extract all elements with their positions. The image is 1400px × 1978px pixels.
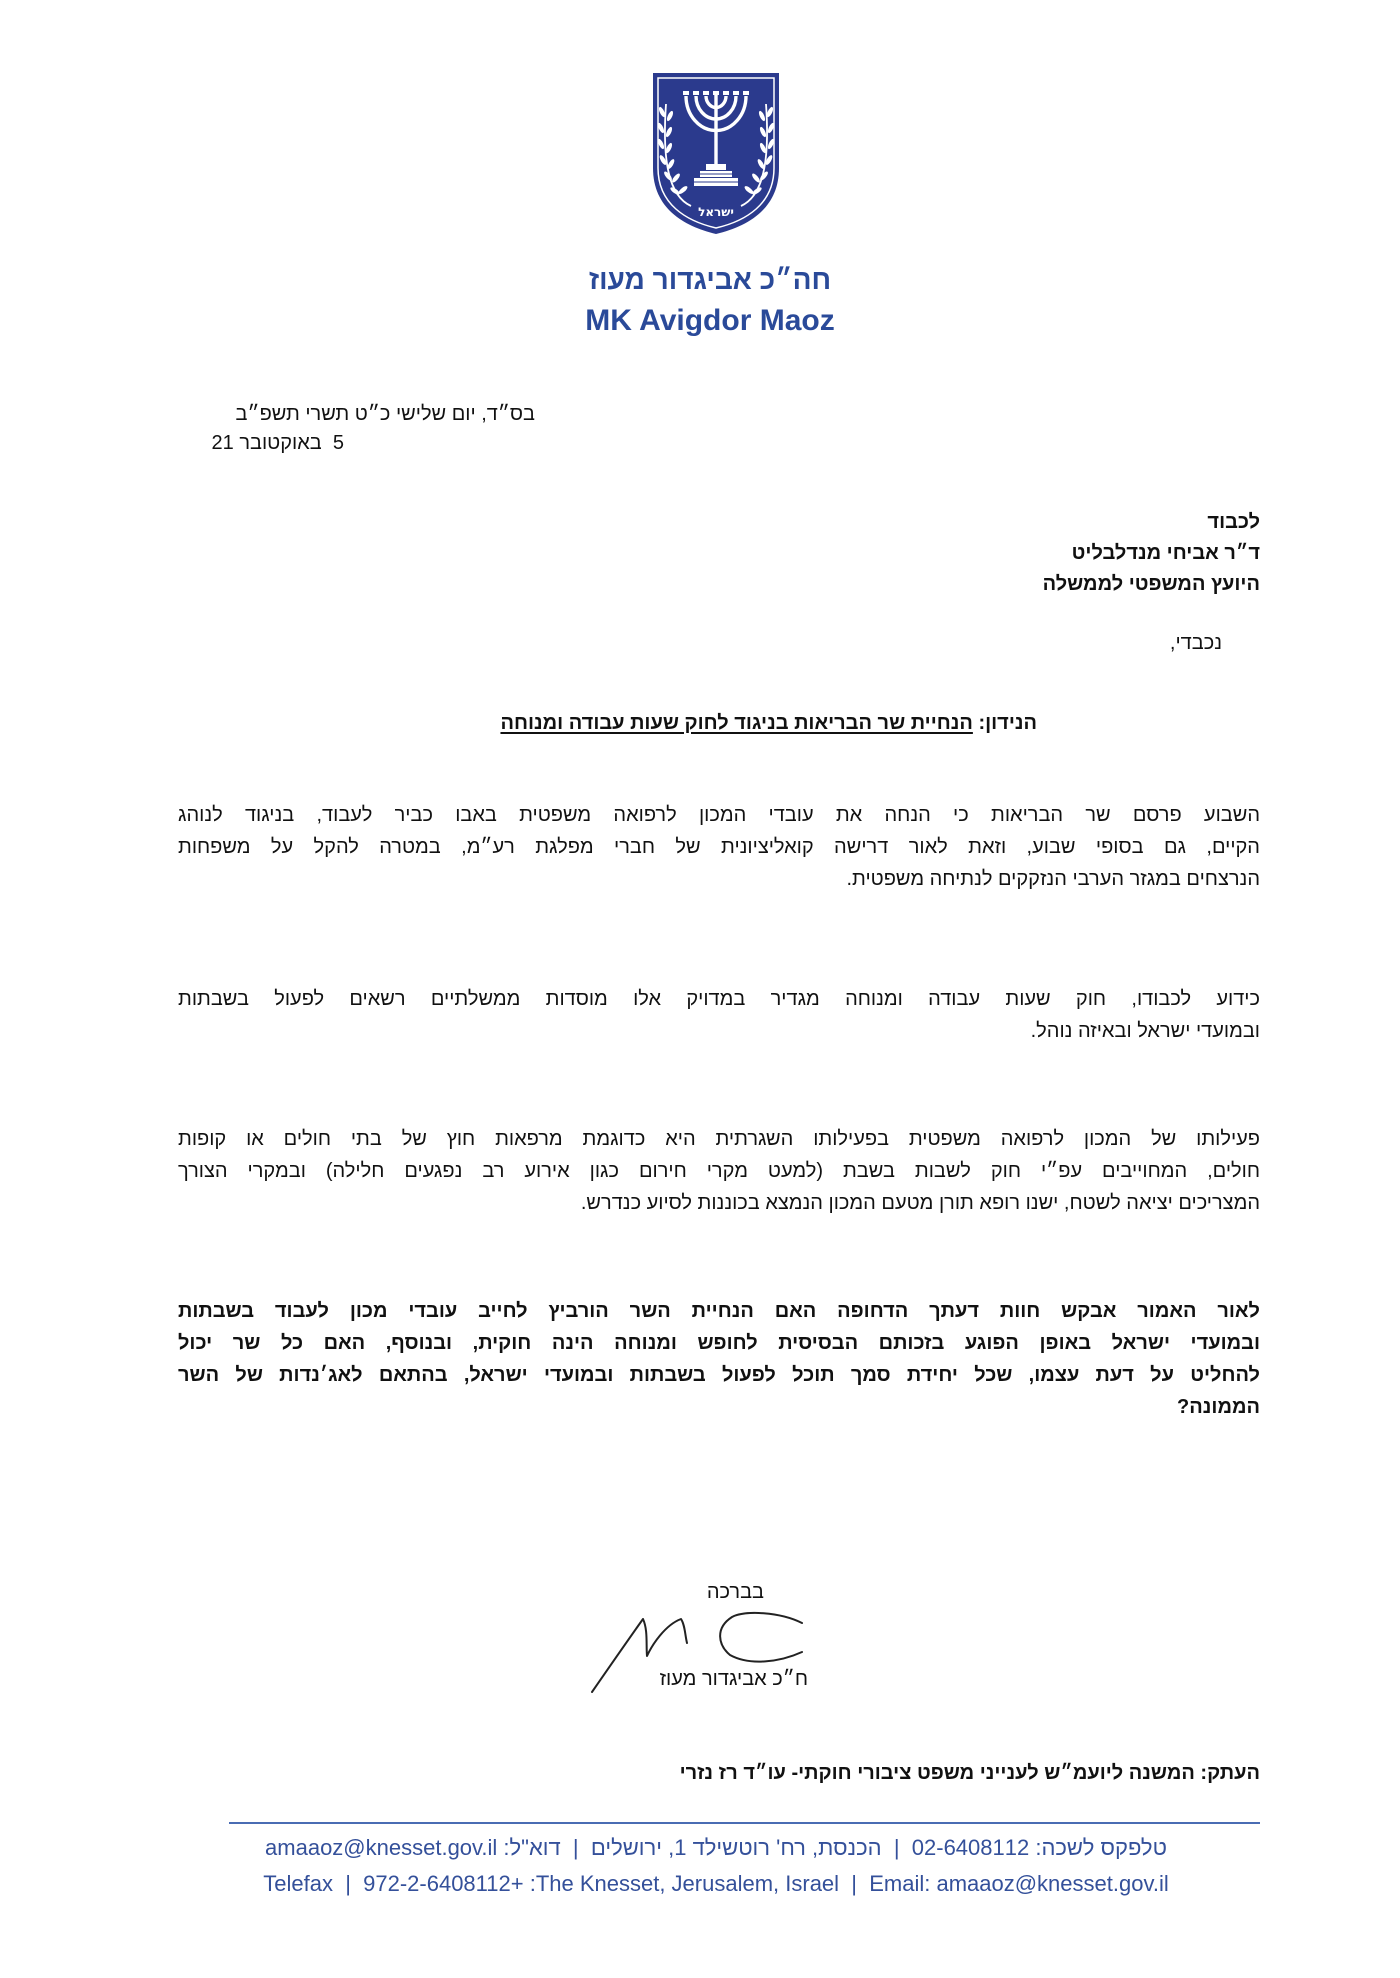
hebrew-date: בס״ד, יום שלישי כ״ט תשרי תשפ״ב	[235, 403, 535, 425]
paragraph-line: ובמועדי ישראל ובאיזה נוהל.	[1030, 1020, 1260, 1042]
body-paragraph-1	[178, 799, 1260, 895]
body-paragraph-3	[178, 1123, 1260, 1219]
state-emblem-menorah-icon	[649, 70, 783, 236]
paragraph-line: חולים, המחוייבים עפ״י חוק לשבות בשבת (למעט מקרי חירום כגון אירוע רב נפגעים חלילה) ובמקרי הצורך	[178, 1160, 1260, 1182]
footer-contact-english: Telefax | 972-2-6408112+ :The Knesset, Jerusalem, Israel | Email: amaaoz@knesset.gov.il	[263, 1871, 1169, 1896]
sender-name-hebrew: חה״כ אביגדור מעוז	[588, 264, 832, 295]
paragraph-line: הממונה?	[1177, 1396, 1260, 1418]
recipient-honorific: לכבוד	[1207, 511, 1260, 533]
emblem-inscription: ישראל	[698, 205, 734, 219]
greeting: נכבדי,	[1169, 632, 1222, 654]
subject-label: הנידון:	[978, 712, 1037, 734]
paragraph-line: כידוע לכבודו, חוק שעות עבודה ומנוחה מגדיר במדויק אלו מוסדות ממשלתיים רשאים לפעול בשבתות	[178, 988, 1260, 1010]
footer-contact-hebrew: טלפקס לשכה: 02-6408112 | הכנסת, רח' רוטשילד 1, ירושלים | דוא"ל: amaaoz@knesset.gov.il	[265, 1835, 1167, 1860]
paragraph-line: להחליט על דעת עצמו, שכל יחידת סמך תוכל לפעול בשבתות ובמועדי ישראל, בהתאם לאג׳נדות של השר	[178, 1364, 1260, 1386]
cc-line: העתק: המשנה ליועמ״ש לענייני משפט ציבורי חוקתי- עו״ד רז נזרי	[679, 1762, 1260, 1784]
paragraph-line: לאור האמור אבקש חוות דעתך הדחופה האם הנחיית השר הורביץ לחייב עובדי מכון לעבוד בשבתות	[178, 1300, 1260, 1322]
body-paragraph-2	[178, 983, 1260, 1047]
subject-line	[500, 708, 1037, 738]
closing-greeting: בברכה	[706, 1581, 764, 1603]
recipient-title: היועץ המשפטי לממשלה	[1042, 573, 1260, 595]
paragraph-line: השבוע פרסם שר הבריאות כי הנחה את עובדי המכון לרפואה משפטית באבו כביר לעבוד, בניגוד לנוהג	[178, 804, 1260, 826]
paragraph-line: הקיים, גם בסופי שבוע, וזאת לאור דרישה קואליציונית של חברי מפלגת רע״מ, במטרה להקל על משפחות	[178, 836, 1260, 858]
footer-divider	[229, 1822, 1260, 1824]
gregorian-date: 5 באוקטובר 21	[211, 432, 344, 454]
signer-name: ח״כ אביגדור מעוז	[659, 1668, 808, 1690]
paragraph-line: ובמועדי ישראל באופן הפוגע בזכותם הבסיסית לחופש ומנוחה הינה חוקית, ובנוסף, האם כל שר יכול	[178, 1332, 1260, 1354]
paragraph-line: הנרצחים במגזר הערבי הנזקקים לנתיחה משפטית.	[846, 868, 1260, 890]
sender-name-english: MK Avigdor Maoz	[585, 304, 835, 337]
subject-text: הנחיית שר הבריאות בניגוד לחוק שעות עבודה ומנוחה	[500, 712, 973, 734]
recipient-name: ד״ר אביחי מנדלבליט	[1071, 542, 1260, 564]
paragraph-line: פעילותו של המכון לרפואה משפטית בפעילותו השגרתית היא כדוגמת מרפאות חוץ של בתי חולים או קופות	[178, 1128, 1260, 1150]
body-paragraph-request	[178, 1295, 1260, 1423]
paragraph-line: המצריכים יציאה לשטח, ישנו רופא תורן מטעם המכון הנמצא בכוננות לסיוע כנדרש.	[580, 1192, 1260, 1214]
